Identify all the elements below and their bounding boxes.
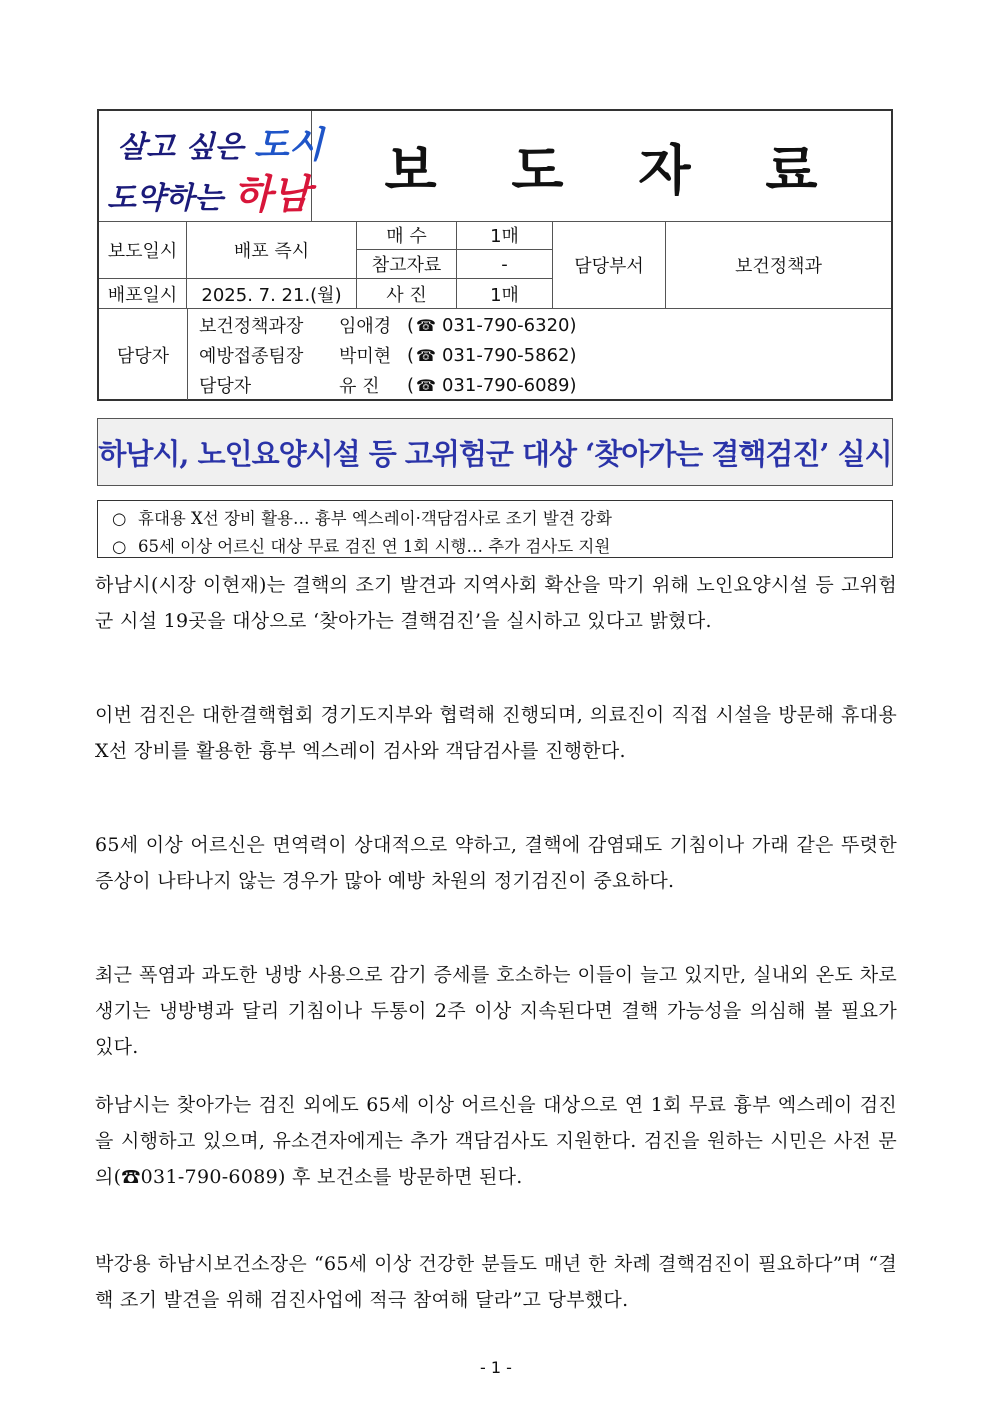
bullet-icon: ○ — [112, 509, 127, 528]
ref-label: 참고자료 — [357, 250, 457, 279]
contact-line: 예방접종팀장 박미현 ( ☎ 031-790-5862 ) — [199, 340, 577, 370]
body-paragraph: 65세 이상 어르신은 면역력이 상대적으로 약하고, 결핵에 감염돼도 기침이나 가래 같은 뚜렷한 증상이 나타나지 않는 경우가 많아 예방 차원의 정기검진이 중요하다. — [95, 834, 897, 892]
release-date-label: 보도일시 — [99, 221, 187, 279]
body-paragraph: 하남시(시장 이현재)는 결핵의 조기 발견과 지역사회 확산을 막기 위해 노인요양시설 등 고위험군 시설 19곳을 대상으로 ‘찾아가는 결핵검진’을 실시하고 있다고 밝혔다. — [95, 574, 897, 632]
body-paragraph: 박강용 하남시보건소장은 “65세 이상 건강한 분들도 매년 한 차례 결핵검진이 필요하다”며 “결핵 조기 발견을 위해 검진사업에 적극 참여해 달라”고 당부했다. — [95, 1253, 897, 1311]
headline: 하남시, 노인요양시설 등 고위험군 대상 ‘찾아가는 결핵검진’ 실시 — [98, 436, 892, 471]
page-number: - 1 - — [480, 1358, 512, 1377]
contacts-row — [99, 308, 891, 400]
summary-item: ○ 65세 이상 어르신 대상 무료 검진 연 1회 시행… 추가 검사도 지원 — [112, 537, 611, 556]
logo-text-2b: 하남 — [233, 171, 311, 218]
phone-icon: ☎ — [416, 375, 436, 395]
pages-value: 1매 — [457, 221, 553, 250]
headline-box — [97, 418, 893, 486]
dept-label: 담당부서 — [553, 221, 666, 308]
bullet-icon: ○ — [112, 537, 127, 556]
photo-value: 1매 — [457, 279, 553, 308]
release-date-value: 배포 즉시 — [187, 221, 357, 279]
doc-title: 보 도 자 료 — [384, 138, 846, 202]
body-paragraph: 최근 폭염과 과도한 냉방 사용으로 감기 증세를 호소하는 이들이 늘고 있지만, 실내외 온도 차로 생기는 냉방병과 달리 기침이나 두통이 2주 이상 지속된다면 결핵 가능성을 의심해 볼 필요가 있다. — [95, 964, 897, 1058]
contact-name: 박미현 — [339, 346, 392, 367]
phone-icon: ☎ — [416, 345, 436, 365]
contact-tel: 031-790-6320 — [441, 314, 570, 336]
logo-text-2a: 도약하는 — [107, 181, 223, 216]
body-paragraph: 하남시는 찾아가는 검진 외에도 65세 이상 어르신을 대상으로 연 1회 무료 흉부 엑스레이 검진을 시행하고 있으며, 유소견자에게는 추가 객담검사도 지원한다. 검진을 원하는 시민은 사전 문의(☎031-790-6089) 후 보건소를 방문하면 된다. — [95, 1094, 897, 1188]
contact-line: 담당자 유 진 ( ☎ 031-790-6089 ) — [199, 370, 577, 400]
header-table — [97, 109, 893, 401]
ref-value: - — [457, 250, 553, 279]
summary-box — [97, 500, 893, 558]
contact-tel: 031-790-5862 — [441, 344, 570, 366]
contacts-label: 담당자 — [99, 309, 188, 400]
contact-role: 보건정책과장 — [199, 316, 304, 337]
contact-name: 유 진 — [339, 376, 380, 397]
pages-label: 매 수 — [357, 221, 457, 250]
contact-line: 보건정책과장 임애경 ( ☎ 031-790-6320 ) — [199, 310, 577, 340]
logo-text-1b: 도시 — [253, 124, 324, 166]
body-paragraph: 이번 검진은 대한결핵협회 경기도지부와 협력해 진행되며, 의료진이 직접 시설을 방문해 휴대용 X선 장비를 활용한 흉부 엑스레이 검사와 객담검사를 진행한다. — [95, 704, 897, 762]
header-top-row — [99, 111, 891, 222]
doc-title-cell — [311, 111, 891, 221]
logo-text-1a: 살고 싶은 — [117, 130, 244, 165]
contact-role: 예방접종팀장 — [199, 346, 304, 367]
dept-value: 보건정책과 — [735, 255, 822, 277]
summary-item: ○ 휴대용 X선 장비 활용… 흉부 엑스레이·객담검사로 조기 발견 강화 — [112, 509, 612, 528]
dist-date-label: 배포일시 — [99, 279, 187, 308]
dist-date-value: 2025. 7. 21.(월) — [187, 279, 357, 308]
contact-tel: 031-790-6089 — [441, 374, 570, 396]
phone-icon: ☎ — [416, 315, 436, 335]
contact-name: 임애경 — [339, 316, 392, 337]
contact-role: 담당자 — [199, 376, 252, 397]
city-slogan-logo — [99, 111, 324, 221]
photo-label: 사 진 — [357, 279, 457, 308]
